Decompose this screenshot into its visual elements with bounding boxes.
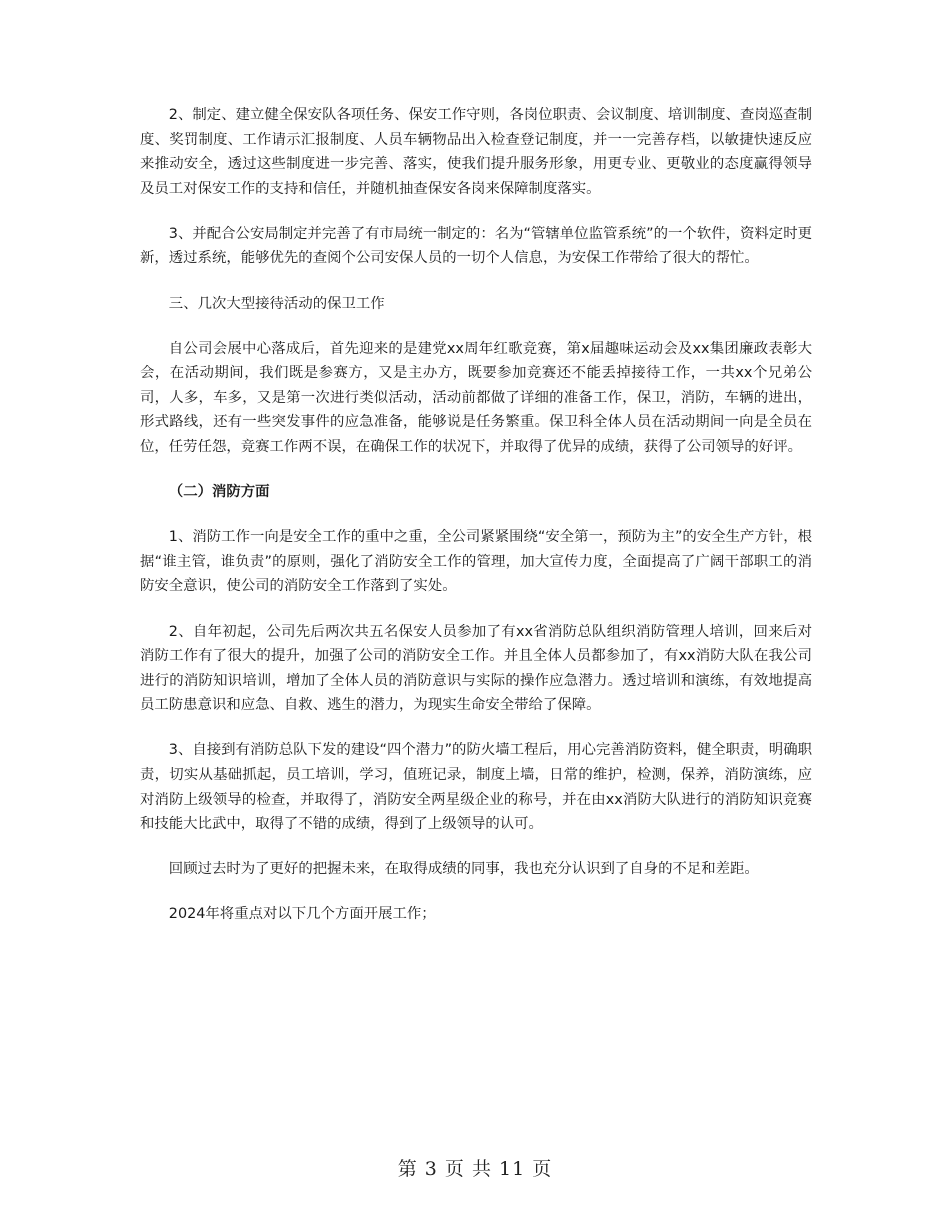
section-heading-reception-security: 三、几次大型接待活动的保卫工作 (168, 295, 385, 312)
paragraph-firewall-project: 3、自接到有消防总队下发的建设“四个潜力”的防火墙工程后，用心完善消防资料，健全职责，明确职责，切实从基础抓起，员工培训，学习，值班记录，制度上墙，日常的维护，检测，保养，消防演练，应对消防上级领导的检查，并取得了，消防安全两星级企业的称号，并在由xx消防大队进行的消防知识竞赛和技能大比武中，取得了不错的成绩，得到了上级领导的认可。 (140, 742, 812, 833)
paragraph-next-year-plan: 2024年将重点对以下几个方面开展工作； (168, 906, 436, 923)
paragraph-review: 回顾过去时为了更好的把握未来，在取得成绩的同事，我也充分认识到了自身的不足和差距。 (168, 861, 759, 878)
section-heading-fire-protection: （二）消防方面 (168, 484, 270, 501)
document-body (140, 103, 812, 947)
paragraph-supervision-system: 3、并配合公安局制定并完善了有市局统一制定的：名为“管辖单位监管系统”的一个软件，资料定时更新，透过系统，能够优先的查阅个公司安保人员的一切个人信息，为安保工作带给了很大的帮忙。 (140, 225, 812, 267)
paragraph-exhibition-center-events: 自公司会展中心落成后，首先迎来的是建党xx周年红歌竞赛，第x届趣味运动会及xx集团廉政表彰大会，在活动期间，我们既是参赛方，又是主办方，既要参加竞赛还不能丢掉接待工作，一共xx个兄弟公司，人多，车多，又是第一次进行类似活动，活动前都做了详细的准备工作，保卫，消防，车辆的进出，形式路线，还有一些突发事件的应急准备，能够说是任务繁重。保卫科全体人员在活动期间一向是全员在位，任劳任怨，竞赛工作两不误，在确保工作的状况下，并取得了优异的成绩，获得了公司领导的好评。 (140, 340, 812, 456)
page-number-footer: 第 3 页 共 11 页 (397, 1158, 553, 1180)
paragraph-fire-training: 2、自年初起，公司先后两次共五名保安人员参加了有xx省消防总队组织消防管理人培训，回来后对消防工作有了很大的提升，加强了公司的消防安全工作。并且全体人员都参加了，有xx消防大队在我公司进行的消防知识培训，增加了全体人员的消防意识与实际的操作应急潜力。透过培训和演练，有效地提高员工防患意识和应急、自救、逃生的潜力，为现实生命安全带给了保障。 (140, 623, 812, 714)
paragraph-security-rules: 2、制定、建立健全保安队各项任务、保安工作守则，各岗位职责、会议制度、培训制度、查岗巡查制度、奖罚制度、工作请示汇报制度、人员车辆物品出入检查登记制度，并一一完善存档，以敏捷快速反应来推动安全，透过这些制度进一步完善、落实，使我们提升服务形象，用更专业、更敬业的态度赢得领导及员工对保安工作的支持和信任，并随机抽查保安各岗来保障制度落实。 (140, 107, 812, 197)
paragraph-fire-safety-policy: 1、消防工作一向是安全工作的重中之重，全公司紧紧围绕“安全第一，预防为主”的安全生产方针，根据“谁主管，谁负责”的原则，强化了消防安全工作的管理，加大宣传力度，全面提高了广阔干部职工的消防安全意识，使公司的消防安全工作落到了实处。 (140, 529, 812, 595)
